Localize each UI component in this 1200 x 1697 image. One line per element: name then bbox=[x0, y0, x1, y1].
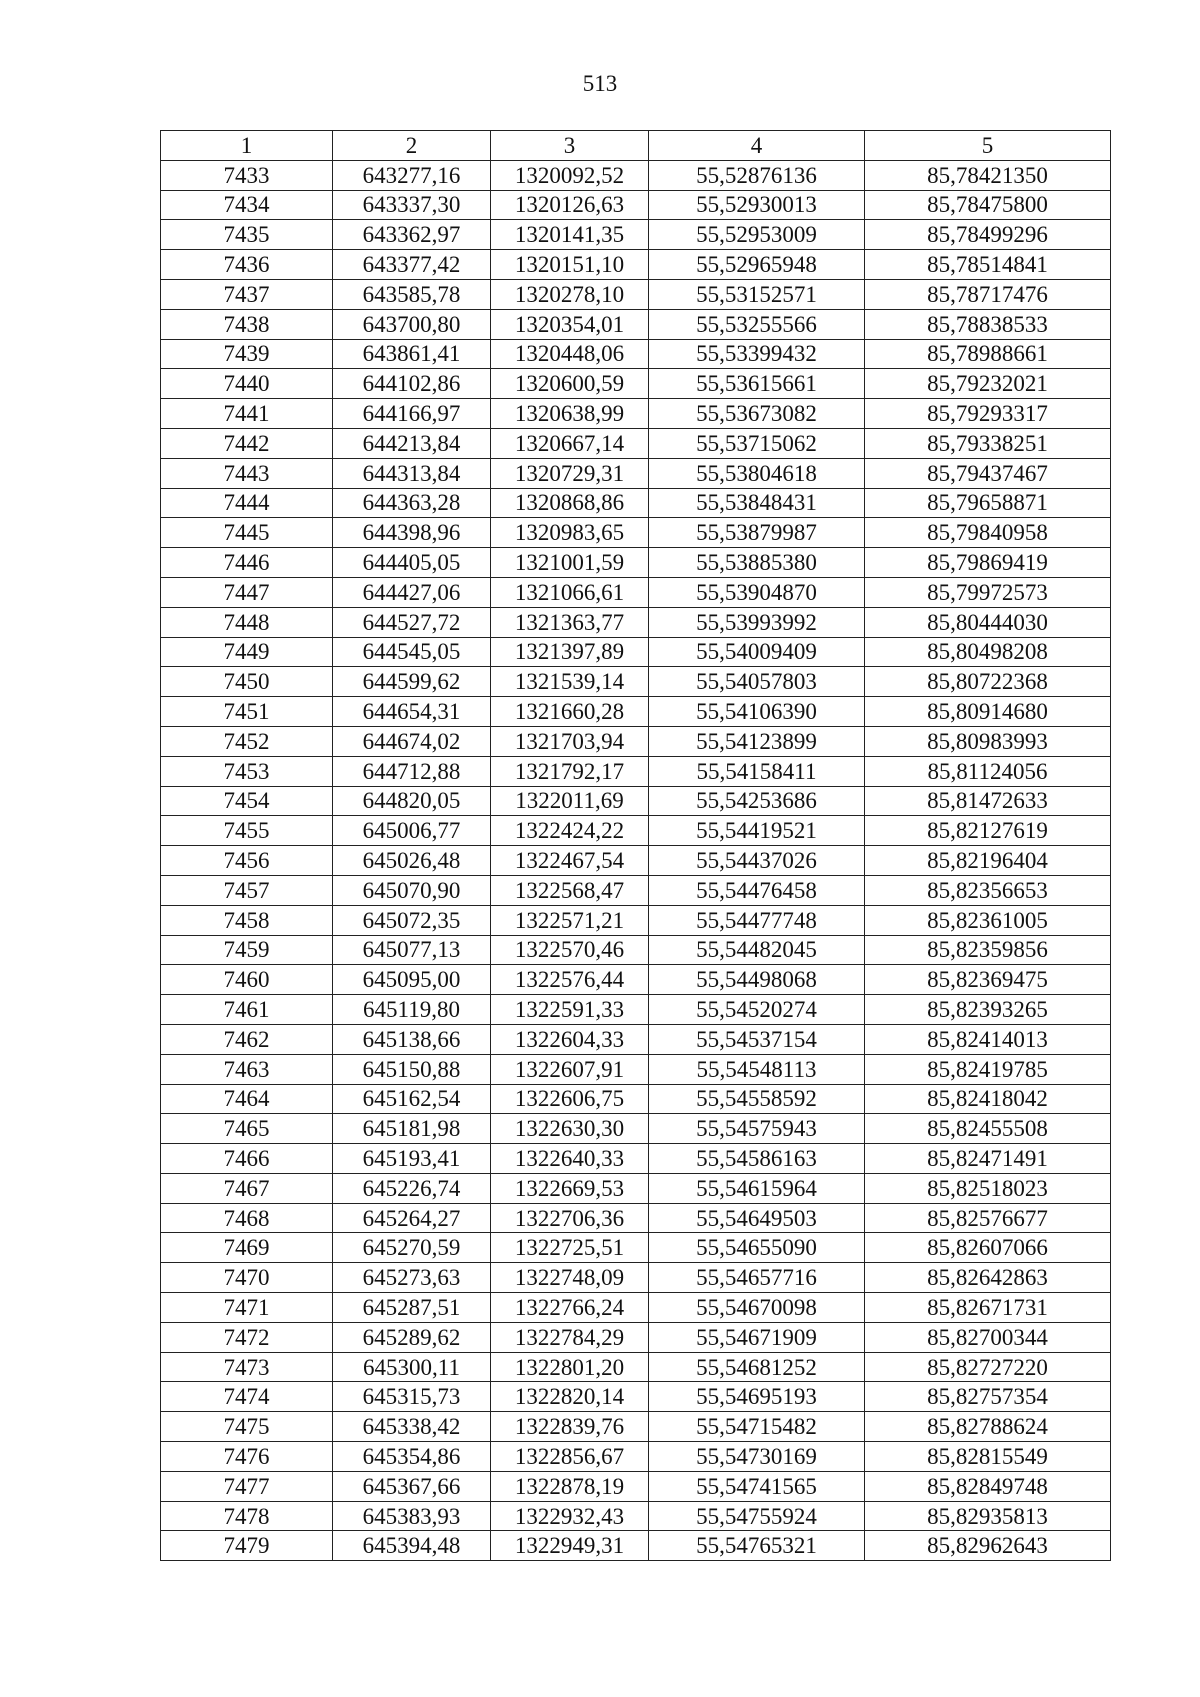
table-cell-col-1: 7461 bbox=[161, 995, 333, 1025]
table-cell-col-2: 645119,80 bbox=[333, 995, 491, 1025]
table-row bbox=[161, 577, 1111, 607]
table-cell-col-2: 644102,86 bbox=[333, 369, 491, 399]
table-cell-col-3: 1320126,63 bbox=[491, 190, 649, 220]
table-cell-col-1: 7464 bbox=[161, 1084, 333, 1114]
table-cell-col-3: 1322766,24 bbox=[491, 1293, 649, 1323]
table-cell-col-2: 644166,97 bbox=[333, 399, 491, 429]
table-cell-col-1: 7437 bbox=[161, 279, 333, 309]
table-cell-col-5: 85,81472633 bbox=[865, 786, 1111, 816]
table-row bbox=[161, 1412, 1111, 1442]
table-cell-col-5: 85,78988661 bbox=[865, 339, 1111, 369]
table-row bbox=[161, 1293, 1111, 1323]
table-cell-col-4: 55,54765321 bbox=[649, 1531, 865, 1561]
table-row bbox=[161, 995, 1111, 1025]
table-cell-col-2: 645264,27 bbox=[333, 1203, 491, 1233]
table-cell-col-5: 85,82815549 bbox=[865, 1442, 1111, 1472]
table-cell-col-4: 55,54670098 bbox=[649, 1293, 865, 1323]
page-number: 513 bbox=[582, 71, 618, 96]
table-row bbox=[161, 1382, 1111, 1412]
table-cell-col-1: 7457 bbox=[161, 875, 333, 905]
table-row bbox=[161, 488, 1111, 518]
table-cell-col-2: 645072,35 bbox=[333, 905, 491, 935]
table-cell-col-2: 644398,96 bbox=[333, 518, 491, 548]
table-cell-col-4: 55,53885380 bbox=[649, 548, 865, 578]
table-cell-col-2: 643700,80 bbox=[333, 309, 491, 339]
table-cell-col-3: 1321539,14 bbox=[491, 667, 649, 697]
table-cell-col-5: 85,82576677 bbox=[865, 1203, 1111, 1233]
table-cell-col-4: 55,54009409 bbox=[649, 637, 865, 667]
table-cell-col-3: 1322604,33 bbox=[491, 1024, 649, 1054]
table-cell-col-5: 85,80914680 bbox=[865, 697, 1111, 727]
table-cell-col-1: 7436 bbox=[161, 250, 333, 280]
table-cell-col-4: 55,54695193 bbox=[649, 1382, 865, 1412]
table-cell-col-1: 7459 bbox=[161, 935, 333, 965]
table-cell-col-4: 55,54482045 bbox=[649, 935, 865, 965]
table-cell-col-3: 1321792,17 bbox=[491, 756, 649, 786]
table-cell-col-5: 85,82418042 bbox=[865, 1084, 1111, 1114]
table-cell-col-3: 1322570,46 bbox=[491, 935, 649, 965]
table-cell-col-5: 85,80444030 bbox=[865, 607, 1111, 637]
table-header bbox=[161, 131, 1111, 161]
table-cell-col-5: 85,82518023 bbox=[865, 1173, 1111, 1203]
table-cell-col-4: 55,54741565 bbox=[649, 1471, 865, 1501]
header-row bbox=[161, 131, 1111, 161]
table-cell-col-4: 55,52930013 bbox=[649, 190, 865, 220]
table-row bbox=[161, 1054, 1111, 1084]
table-cell-col-4: 55,54575943 bbox=[649, 1114, 865, 1144]
table-cell-col-5: 85,82127619 bbox=[865, 816, 1111, 846]
table-cell-col-2: 645315,73 bbox=[333, 1382, 491, 1412]
table-cell-col-3: 1322640,33 bbox=[491, 1144, 649, 1174]
table-cell-col-4: 55,54715482 bbox=[649, 1412, 865, 1442]
table-cell-col-1: 7478 bbox=[161, 1501, 333, 1531]
table-cell-col-5: 85,82455508 bbox=[865, 1114, 1111, 1144]
table-cell-col-5: 85,82727220 bbox=[865, 1352, 1111, 1382]
table-cell-col-3: 1322591,33 bbox=[491, 995, 649, 1025]
column-header-2: 2 bbox=[333, 131, 491, 161]
table-cell-col-4: 55,54253686 bbox=[649, 786, 865, 816]
table-row bbox=[161, 607, 1111, 637]
table-cell-col-1: 7467 bbox=[161, 1173, 333, 1203]
table-cell-col-1: 7463 bbox=[161, 1054, 333, 1084]
table-row bbox=[161, 786, 1111, 816]
table-row bbox=[161, 697, 1111, 727]
table-cell-col-3: 1320983,65 bbox=[491, 518, 649, 548]
table-cell-col-1: 7442 bbox=[161, 428, 333, 458]
table-cell-col-3: 1322784,29 bbox=[491, 1322, 649, 1352]
table-cell-col-1: 7458 bbox=[161, 905, 333, 935]
table-cell-col-5: 85,82196404 bbox=[865, 846, 1111, 876]
table-cell-col-3: 1322878,19 bbox=[491, 1471, 649, 1501]
table-cell-col-5: 85,82788624 bbox=[865, 1412, 1111, 1442]
table-cell-col-4: 55,54655090 bbox=[649, 1233, 865, 1263]
table-body bbox=[161, 160, 1111, 1560]
table-cell-col-1: 7477 bbox=[161, 1471, 333, 1501]
table-cell-col-4: 55,54106390 bbox=[649, 697, 865, 727]
table-cell-col-3: 1322424,22 bbox=[491, 816, 649, 846]
table-cell-col-1: 7474 bbox=[161, 1382, 333, 1412]
table-cell-col-5: 85,78838533 bbox=[865, 309, 1111, 339]
table-cell-col-3: 1321703,94 bbox=[491, 726, 649, 756]
table-cell-col-2: 645095,00 bbox=[333, 965, 491, 995]
table-row bbox=[161, 399, 1111, 429]
table-row bbox=[161, 458, 1111, 488]
table-cell-col-2: 644654,31 bbox=[333, 697, 491, 727]
table-cell-col-3: 1322839,76 bbox=[491, 1412, 649, 1442]
table-row bbox=[161, 965, 1111, 995]
table-cell-col-1: 7454 bbox=[161, 786, 333, 816]
table-cell-col-2: 644712,88 bbox=[333, 756, 491, 786]
table-cell-col-4: 55,54537154 bbox=[649, 1024, 865, 1054]
table-row bbox=[161, 428, 1111, 458]
table-cell-col-1: 7433 bbox=[161, 160, 333, 190]
table-row bbox=[161, 279, 1111, 309]
table-cell-col-4: 55,54671909 bbox=[649, 1322, 865, 1352]
table-row bbox=[161, 756, 1111, 786]
table-row bbox=[161, 309, 1111, 339]
table-cell-col-5: 85,79869419 bbox=[865, 548, 1111, 578]
column-header-1: 1 bbox=[161, 131, 333, 161]
table-cell-col-3: 1320667,14 bbox=[491, 428, 649, 458]
table-cell-col-2: 645162,54 bbox=[333, 1084, 491, 1114]
table-cell-col-2: 643277,16 bbox=[333, 160, 491, 190]
table-cell-col-1: 7473 bbox=[161, 1352, 333, 1382]
table-row bbox=[161, 1144, 1111, 1174]
table-cell-col-2: 645383,93 bbox=[333, 1501, 491, 1531]
table-cell-col-1: 7462 bbox=[161, 1024, 333, 1054]
table-cell-col-4: 55,54755924 bbox=[649, 1501, 865, 1531]
table-cell-col-4: 55,53615661 bbox=[649, 369, 865, 399]
table-cell-col-1: 7441 bbox=[161, 399, 333, 429]
table-cell-col-1: 7451 bbox=[161, 697, 333, 727]
table-cell-col-3: 1322949,31 bbox=[491, 1531, 649, 1561]
table-cell-col-5: 85,82935813 bbox=[865, 1501, 1111, 1531]
table-cell-col-2: 645270,59 bbox=[333, 1233, 491, 1263]
table-cell-col-4: 55,53255566 bbox=[649, 309, 865, 339]
table-cell-col-5: 85,82607066 bbox=[865, 1233, 1111, 1263]
table-cell-col-3: 1320092,52 bbox=[491, 160, 649, 190]
table-cell-col-5: 85,82361005 bbox=[865, 905, 1111, 935]
table-cell-col-2: 645338,42 bbox=[333, 1412, 491, 1442]
table-cell-col-4: 55,54649503 bbox=[649, 1203, 865, 1233]
table-cell-col-3: 1322932,43 bbox=[491, 1501, 649, 1531]
table-cell-col-1: 7448 bbox=[161, 607, 333, 637]
column-header-4: 4 bbox=[649, 131, 865, 161]
table-cell-col-1: 7453 bbox=[161, 756, 333, 786]
table-row bbox=[161, 1442, 1111, 1472]
table-cell-col-5: 85,81124056 bbox=[865, 756, 1111, 786]
table-cell-col-4: 55,54158411 bbox=[649, 756, 865, 786]
table-cell-col-2: 644674,02 bbox=[333, 726, 491, 756]
table-cell-col-2: 643362,97 bbox=[333, 220, 491, 250]
table-cell-col-1: 7449 bbox=[161, 637, 333, 667]
table-row bbox=[161, 1263, 1111, 1293]
column-header-5: 5 bbox=[865, 131, 1111, 161]
table-cell-col-5: 85,82700344 bbox=[865, 1322, 1111, 1352]
table-row bbox=[161, 1173, 1111, 1203]
table-cell-col-1: 7466 bbox=[161, 1144, 333, 1174]
table-cell-col-3: 1322630,30 bbox=[491, 1114, 649, 1144]
table-cell-col-5: 85,82393265 bbox=[865, 995, 1111, 1025]
table-cell-col-3: 1322576,44 bbox=[491, 965, 649, 995]
table-row bbox=[161, 1322, 1111, 1352]
table-cell-col-3: 1320151,10 bbox=[491, 250, 649, 280]
table-cell-col-5: 85,78717476 bbox=[865, 279, 1111, 309]
table-cell-col-3: 1320868,86 bbox=[491, 488, 649, 518]
table-cell-col-2: 645226,74 bbox=[333, 1173, 491, 1203]
table-cell-col-4: 55,54520274 bbox=[649, 995, 865, 1025]
table-cell-col-2: 645300,11 bbox=[333, 1352, 491, 1382]
table-cell-col-5: 85,79972573 bbox=[865, 577, 1111, 607]
table-cell-col-4: 55,54681252 bbox=[649, 1352, 865, 1382]
table-cell-col-2: 644405,05 bbox=[333, 548, 491, 578]
table-cell-col-2: 645273,63 bbox=[333, 1263, 491, 1293]
table-cell-col-2: 644213,84 bbox=[333, 428, 491, 458]
table-cell-col-1: 7443 bbox=[161, 458, 333, 488]
table-cell-col-3: 1321660,28 bbox=[491, 697, 649, 727]
column-header-3: 3 bbox=[491, 131, 649, 161]
table-cell-col-3: 1322607,91 bbox=[491, 1054, 649, 1084]
table-cell-col-3: 1321363,77 bbox=[491, 607, 649, 637]
table-cell-col-2: 643861,41 bbox=[333, 339, 491, 369]
table-row bbox=[161, 160, 1111, 190]
table-row bbox=[161, 667, 1111, 697]
table-cell-col-2: 645181,98 bbox=[333, 1114, 491, 1144]
table-cell-col-3: 1322571,21 bbox=[491, 905, 649, 935]
table-cell-col-5: 85,78475800 bbox=[865, 190, 1111, 220]
table-cell-col-3: 1320638,99 bbox=[491, 399, 649, 429]
table-row bbox=[161, 1114, 1111, 1144]
table-cell-col-4: 55,53904870 bbox=[649, 577, 865, 607]
table-cell-col-3: 1322606,75 bbox=[491, 1084, 649, 1114]
table-cell-col-1: 7476 bbox=[161, 1442, 333, 1472]
table-cell-col-4: 55,54437026 bbox=[649, 846, 865, 876]
table-cell-col-4: 55,53673082 bbox=[649, 399, 865, 429]
table-cell-col-4: 55,54548113 bbox=[649, 1054, 865, 1084]
table-cell-col-4: 55,54730169 bbox=[649, 1442, 865, 1472]
table-cell-col-1: 7456 bbox=[161, 846, 333, 876]
table-cell-col-5: 85,79232021 bbox=[865, 369, 1111, 399]
table-cell-col-5: 85,82471491 bbox=[865, 1144, 1111, 1174]
table-cell-col-4: 55,53879987 bbox=[649, 518, 865, 548]
table-cell-col-5: 85,79840958 bbox=[865, 518, 1111, 548]
table-cell-col-4: 55,54123899 bbox=[649, 726, 865, 756]
table-cell-col-2: 645193,41 bbox=[333, 1144, 491, 1174]
table-cell-col-3: 1320448,06 bbox=[491, 339, 649, 369]
table-cell-col-2: 645354,86 bbox=[333, 1442, 491, 1472]
table-cell-col-1: 7469 bbox=[161, 1233, 333, 1263]
table-cell-col-2: 643337,30 bbox=[333, 190, 491, 220]
table-cell-col-2: 644427,06 bbox=[333, 577, 491, 607]
table-cell-col-3: 1321066,61 bbox=[491, 577, 649, 607]
table-cell-col-2: 645287,51 bbox=[333, 1293, 491, 1323]
table-cell-col-2: 644599,62 bbox=[333, 667, 491, 697]
table-row bbox=[161, 875, 1111, 905]
table-cell-col-5: 85,79293317 bbox=[865, 399, 1111, 429]
coordinates-table bbox=[160, 130, 1111, 1561]
table-row bbox=[161, 220, 1111, 250]
table-cell-col-2: 645367,66 bbox=[333, 1471, 491, 1501]
table-cell-col-4: 55,53993992 bbox=[649, 607, 865, 637]
table-cell-col-4: 55,54477748 bbox=[649, 905, 865, 935]
table-cell-col-1: 7460 bbox=[161, 965, 333, 995]
table-cell-col-1: 7444 bbox=[161, 488, 333, 518]
table-cell-col-2: 645070,90 bbox=[333, 875, 491, 905]
table-cell-col-4: 55,54498068 bbox=[649, 965, 865, 995]
table-cell-col-5: 85,82671731 bbox=[865, 1293, 1111, 1323]
table-cell-col-3: 1322011,69 bbox=[491, 786, 649, 816]
table-cell-col-4: 55,53715062 bbox=[649, 428, 865, 458]
table-cell-col-3: 1322801,20 bbox=[491, 1352, 649, 1382]
table-cell-col-2: 645289,62 bbox=[333, 1322, 491, 1352]
table-cell-col-1: 7439 bbox=[161, 339, 333, 369]
table-cell-col-5: 85,80983993 bbox=[865, 726, 1111, 756]
table-cell-col-5: 85,82962643 bbox=[865, 1531, 1111, 1561]
table-cell-col-4: 55,54558592 bbox=[649, 1084, 865, 1114]
table-cell-col-4: 55,54419521 bbox=[649, 816, 865, 846]
table-cell-col-5: 85,82359856 bbox=[865, 935, 1111, 965]
table-row bbox=[161, 250, 1111, 280]
table-cell-col-4: 55,52953009 bbox=[649, 220, 865, 250]
table-cell-col-5: 85,79338251 bbox=[865, 428, 1111, 458]
table-cell-col-4: 55,52876136 bbox=[649, 160, 865, 190]
table-cell-col-4: 55,52965948 bbox=[649, 250, 865, 280]
table-cell-col-1: 7450 bbox=[161, 667, 333, 697]
table-cell-col-5: 85,82369475 bbox=[865, 965, 1111, 995]
table-cell-col-3: 1322725,51 bbox=[491, 1233, 649, 1263]
table-cell-col-3: 1322467,54 bbox=[491, 846, 649, 876]
table-cell-col-2: 645077,13 bbox=[333, 935, 491, 965]
table-cell-col-3: 1320278,10 bbox=[491, 279, 649, 309]
table-cell-col-3: 1321001,59 bbox=[491, 548, 649, 578]
table-cell-col-5: 85,82414013 bbox=[865, 1024, 1111, 1054]
table-row bbox=[161, 369, 1111, 399]
table-row bbox=[161, 518, 1111, 548]
table-cell-col-5: 85,80722368 bbox=[865, 667, 1111, 697]
table-cell-col-1: 7434 bbox=[161, 190, 333, 220]
table-cell-col-5: 85,82849748 bbox=[865, 1471, 1111, 1501]
table-cell-col-2: 644527,72 bbox=[333, 607, 491, 637]
table-row bbox=[161, 1024, 1111, 1054]
table-cell-col-2: 645138,66 bbox=[333, 1024, 491, 1054]
table-row bbox=[161, 726, 1111, 756]
table-cell-col-1: 7445 bbox=[161, 518, 333, 548]
table-cell-col-2: 644545,05 bbox=[333, 637, 491, 667]
table-row bbox=[161, 1471, 1111, 1501]
table-cell-col-5: 85,80498208 bbox=[865, 637, 1111, 667]
table-row bbox=[161, 1084, 1111, 1114]
table-cell-col-5: 85,82356653 bbox=[865, 875, 1111, 905]
table-cell-col-4: 55,53804618 bbox=[649, 458, 865, 488]
table-cell-col-1: 7471 bbox=[161, 1293, 333, 1323]
table-cell-col-3: 1320729,31 bbox=[491, 458, 649, 488]
table-cell-col-3: 1322748,09 bbox=[491, 1263, 649, 1293]
table-cell-col-2: 643377,42 bbox=[333, 250, 491, 280]
table-cell-col-5: 85,79658871 bbox=[865, 488, 1111, 518]
table-cell-col-5: 85,82642863 bbox=[865, 1263, 1111, 1293]
table-cell-col-3: 1322669,53 bbox=[491, 1173, 649, 1203]
table-row bbox=[161, 637, 1111, 667]
table-row bbox=[161, 339, 1111, 369]
table-row bbox=[161, 190, 1111, 220]
table-cell-col-1: 7438 bbox=[161, 309, 333, 339]
table-cell-col-2: 644313,84 bbox=[333, 458, 491, 488]
table-cell-col-5: 85,82757354 bbox=[865, 1382, 1111, 1412]
table-row bbox=[161, 905, 1111, 935]
table-row bbox=[161, 1352, 1111, 1382]
table-row bbox=[161, 548, 1111, 578]
table-cell-col-3: 1322856,67 bbox=[491, 1442, 649, 1472]
table-cell-col-2: 645026,48 bbox=[333, 846, 491, 876]
table-cell-col-1: 7447 bbox=[161, 577, 333, 607]
table-cell-col-4: 55,53848431 bbox=[649, 488, 865, 518]
table-cell-col-1: 7479 bbox=[161, 1531, 333, 1561]
table-cell-col-1: 7455 bbox=[161, 816, 333, 846]
table-cell-col-5: 85,78421350 bbox=[865, 160, 1111, 190]
table-cell-col-1: 7440 bbox=[161, 369, 333, 399]
table-cell-col-2: 644820,05 bbox=[333, 786, 491, 816]
table-cell-col-1: 7446 bbox=[161, 548, 333, 578]
table-cell-col-4: 55,54615964 bbox=[649, 1173, 865, 1203]
table-cell-col-4: 55,53399432 bbox=[649, 339, 865, 369]
table-cell-col-2: 645150,88 bbox=[333, 1054, 491, 1084]
table-cell-col-4: 55,53152571 bbox=[649, 279, 865, 309]
table-cell-col-1: 7465 bbox=[161, 1114, 333, 1144]
table-cell-col-3: 1320354,01 bbox=[491, 309, 649, 339]
table-cell-col-1: 7452 bbox=[161, 726, 333, 756]
table-cell-col-5: 85,78499296 bbox=[865, 220, 1111, 250]
table-cell-col-2: 643585,78 bbox=[333, 279, 491, 309]
table-row bbox=[161, 846, 1111, 876]
table-cell-col-2: 645006,77 bbox=[333, 816, 491, 846]
table-cell-col-4: 55,54586163 bbox=[649, 1144, 865, 1174]
table-row bbox=[161, 1233, 1111, 1263]
table-cell-col-2: 645394,48 bbox=[333, 1531, 491, 1561]
table-cell-col-1: 7475 bbox=[161, 1412, 333, 1442]
table-cell-col-4: 55,54476458 bbox=[649, 875, 865, 905]
table-cell-col-5: 85,79437467 bbox=[865, 458, 1111, 488]
table-cell-col-1: 7468 bbox=[161, 1203, 333, 1233]
table-row bbox=[161, 1203, 1111, 1233]
table-cell-col-3: 1322568,47 bbox=[491, 875, 649, 905]
table-cell-col-1: 7472 bbox=[161, 1322, 333, 1352]
table-cell-col-1: 7470 bbox=[161, 1263, 333, 1293]
table-row bbox=[161, 1501, 1111, 1531]
table-row bbox=[161, 816, 1111, 846]
table-cell-col-3: 1322820,14 bbox=[491, 1382, 649, 1412]
table-row bbox=[161, 935, 1111, 965]
table-cell-col-3: 1320141,35 bbox=[491, 220, 649, 250]
table-cell-col-5: 85,82419785 bbox=[865, 1054, 1111, 1084]
table-cell-col-4: 55,54057803 bbox=[649, 667, 865, 697]
table-row bbox=[161, 1531, 1111, 1561]
table-cell-col-3: 1321397,89 bbox=[491, 637, 649, 667]
table-cell-col-3: 1322706,36 bbox=[491, 1203, 649, 1233]
table-cell-col-4: 55,54657716 bbox=[649, 1263, 865, 1293]
table-cell-col-5: 85,78514841 bbox=[865, 250, 1111, 280]
table-cell-col-3: 1320600,59 bbox=[491, 369, 649, 399]
table-cell-col-2: 644363,28 bbox=[333, 488, 491, 518]
table-cell-col-1: 7435 bbox=[161, 220, 333, 250]
